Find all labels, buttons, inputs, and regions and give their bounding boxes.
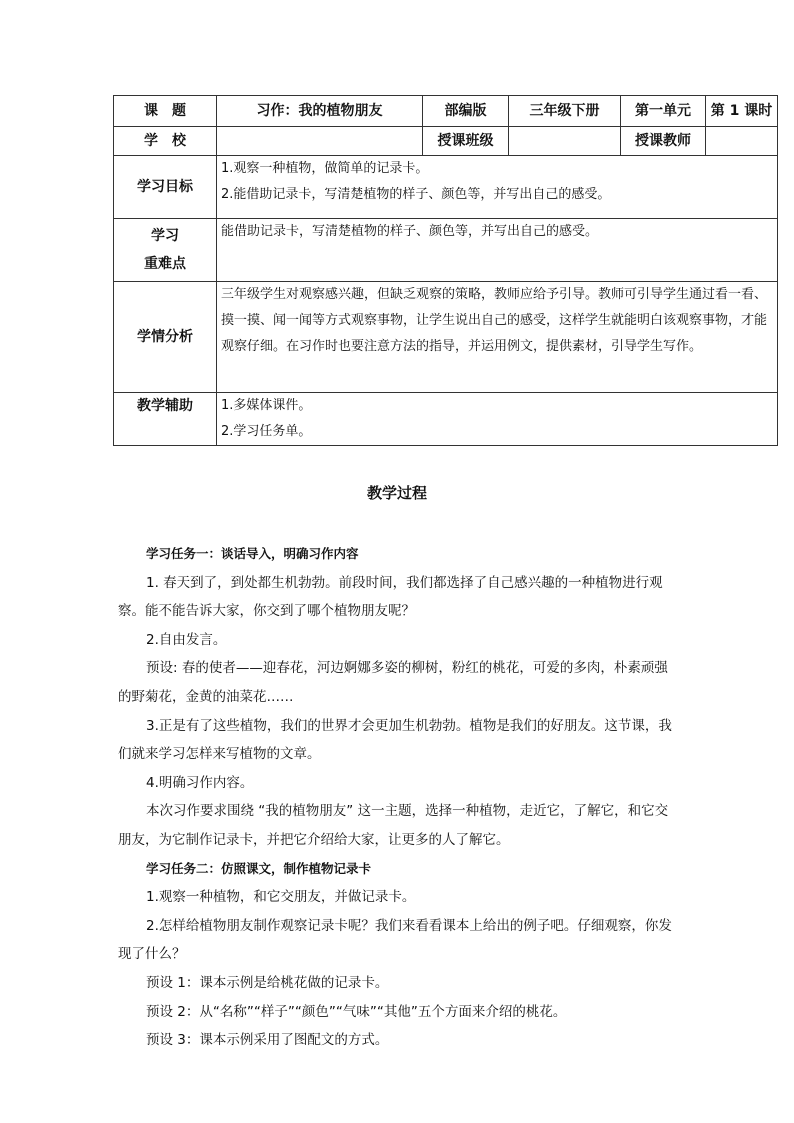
paragraph: 2.怎样给植物朋友制作观察记录卡呢？我们来看看课本上给出的例子吧。仔细观察，你发现了什么？ <box>118 917 672 963</box>
process-title: 教学过程 <box>366 484 427 502</box>
goal-item: 1.观察一种植物，做简单的记录卡。 <box>221 161 429 176</box>
paragraph: 1.观察一种植物，和它交朋友，并做记录卡。 <box>146 889 416 906</box>
teacher-label: 授课教师 <box>621 127 706 156</box>
process-body <box>118 540 680 1055</box>
analysis-label: 学情分析 <box>114 282 217 393</box>
paragraph: 预设 2：从“名称”“样子”“颜色”“气味”“其他”五个方面来介绍的桃花。 <box>146 1003 567 1020</box>
school-value <box>217 127 423 156</box>
goal-item: 2.能借助记录卡，写清楚植物的样子、颜色等，并写出自己的感受。 <box>221 187 611 202</box>
analysis-text: 三年级学生对观察感兴趣，但缺乏观察的策略，教师应给予引导。教师可引导学生通过看一看、摸一摸、闻一闻等方式观察事物，让学生说出自己的感受，这样学生就能明白该观察事物，才能观察仔细。在习作时也要注意方法的指导，并运用例文，提供素材，引导学生写作。 <box>217 282 778 393</box>
grade-value: 三年级下册 <box>509 96 621 127</box>
paragraph: 预设 1：课本示例是给桃花做的记录卡。 <box>146 974 389 991</box>
key-points-text: 能借助记录卡，写清楚植物的样子、颜色等，并写出自己的感受。 <box>217 219 778 282</box>
goals-content <box>217 156 778 219</box>
task-heading-2: 学习任务二：仿照课文，制作植物记录卡 <box>146 860 372 876</box>
class-value <box>509 127 621 156</box>
table-row-topic <box>114 96 778 127</box>
teacher-value <box>706 127 778 156</box>
paragraph: 预设 3：课本示例采用了图配文的方式。 <box>146 1032 389 1049</box>
task-heading-1: 学习任务一：谈话导入，明确习作内容 <box>146 546 359 561</box>
aid-item: 2.学习任务单。 <box>221 424 312 439</box>
table-row-goals <box>114 156 778 219</box>
table-row-key-points <box>114 219 778 282</box>
edition-value: 部编版 <box>423 96 509 127</box>
paragraph: 3.正是有了这些植物，我们的世界才会更加生机勃勃。植物是我们的好朋友。这节课，我们就来学习怎样来写植物的文章。 <box>118 717 672 763</box>
key-points-label-line1: 学习 <box>151 228 179 244</box>
paragraph: 4.明确习作内容。 <box>146 774 254 791</box>
aids-label: 教学辅助 <box>114 393 217 446</box>
lesson-number: 第 1 课时 <box>706 96 778 127</box>
school-label: 学 校 <box>114 127 217 156</box>
unit-value: 第一单元 <box>621 96 706 127</box>
lesson-info-table <box>113 95 778 446</box>
table-row-analysis <box>114 282 778 393</box>
table-row-aids <box>114 393 778 446</box>
aids-content <box>217 393 778 446</box>
paragraph: 1. 春天到了，到处都生机勃勃。前段时间，我们都选择了自己感兴趣的一种植物进行观察。能不能告诉大家，你交到了哪个植物朋友呢？ <box>118 574 663 620</box>
topic-label: 课 题 <box>114 96 217 127</box>
class-label: 授课班级 <box>423 127 509 156</box>
paragraph: 本次习作要求围绕 “我的植物朋友” 这一主题，选择一种植物，走近它，了解它，和它交朋友，为它制作记录卡，并把它介绍给大家，让更多的人了解它。 <box>118 803 669 848</box>
aid-item: 1.多媒体课件。 <box>221 398 312 413</box>
paragraph: 预设: 春的使者——迎春花，河边婀娜多姿的柳树，粉红的桃花，可爱的多肉，朴素顽强的野菊花，金黄的油菜花…… <box>118 660 668 705</box>
table-row-school <box>114 127 778 156</box>
key-points-label <box>114 219 217 282</box>
paragraph: 2.自由发言。 <box>146 631 227 648</box>
key-points-label-line2: 重难点 <box>144 256 186 272</box>
goals-label: 学习目标 <box>114 156 217 219</box>
lesson-title: 习作：我的植物朋友 <box>217 96 423 127</box>
